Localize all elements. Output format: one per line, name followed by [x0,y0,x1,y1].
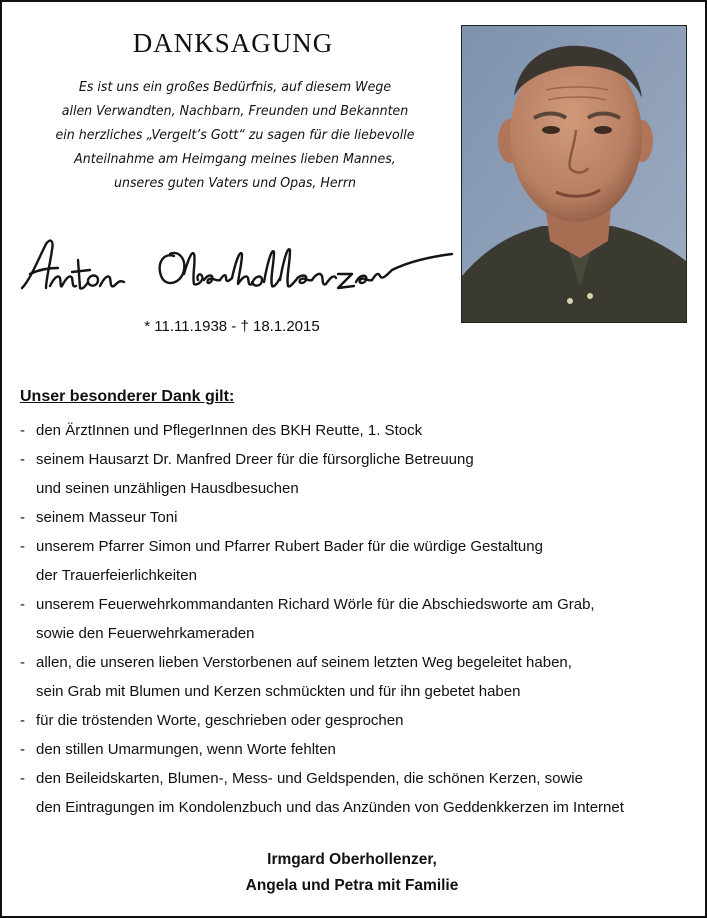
intro-line: unseres guten Vaters und Opas, Herrn [114,176,356,191]
intro-line: Anteilnahme am Heimgang meines lieben Mannes, [74,152,396,167]
intro-text [25,76,444,196]
list-item: - allen, die unseren lieben Verstorbenen auf seinem letzten Weg begeleitet haben, sein Grab mit Blumen und Kerzen schmückten und für ihn gebetet haben [20,654,572,700]
life-dates: * 11.11.1938 - † 18.1.2015 [144,318,320,335]
intro-line: ein herzliches „Vergelt’s Gott“ zu sagen für die liebevolle [55,128,415,143]
intro-line: Es ist uns ein großes Bedürfnis, auf diesem Wege [78,80,392,95]
intro-line: allen Verwandten, Nachbarn, Freunden und Bekannten [61,104,409,119]
thanks-heading: Unser besonderer Dank gilt: [20,388,235,405]
list-item: - unserem Pfarrer Simon und Pfarrer Rubert Bader für die würdige Gestaltung der Trauerfeierlichkeiten [20,538,543,584]
portrait-image [462,26,686,322]
portrait-photo [461,25,687,323]
handwritten-signature [16,230,456,312]
list-item: - seinem Hausarzt Dr. Manfred Dreer für die fürsorgliche Betreuung und seinen unzähligen Hausdbesuchen [20,451,474,497]
list-item: - seinem Masseur Toni [20,509,178,526]
closing-line: Irmgard Oberhollenzer, [267,851,437,868]
closing-line: Angela und Petra mit Familie [245,877,459,894]
list-item: - den Beileidskarten, Blumen-, Mess- und Geldspenden, die schönen Kerzen, sowie den Eintragungen im Kondolenzbuch und das Anzünden von Geddenkkerzen im Internet [20,770,624,816]
list-item: - den ÄrztInnen und PflegerInnen des BKH Reutte, 1. Stock [20,422,423,439]
closing-signatures [152,847,552,899]
page-title: DANKSAGUNG [132,28,334,58]
thanks-list [20,416,690,822]
list-item: - für die tröstenden Worte, geschrieben oder gesprochen [20,712,404,729]
signature-icon [16,230,456,312]
list-item: - den stillen Umarmungen, wenn Worte fehlten [20,741,336,758]
list-item: - unserem Feuerwehrkommandanten Richard Wörle für die Abschiedsworte am Grab, sowie den Feuerwehrkameraden [20,596,595,642]
